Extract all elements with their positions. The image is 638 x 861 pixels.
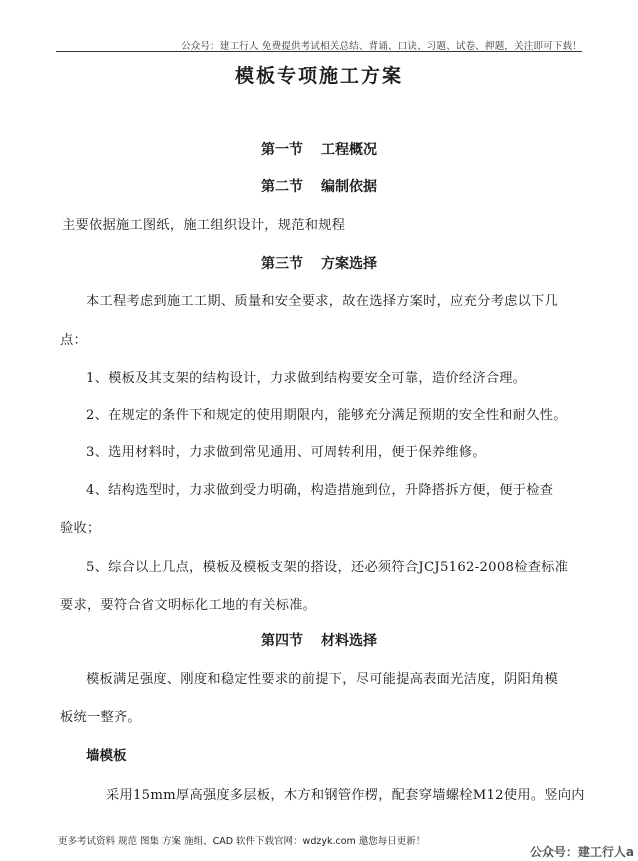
section-number: 第一节 bbox=[261, 142, 303, 158]
scheme-intro-line-2: 点： bbox=[60, 333, 87, 348]
header-text: 公众号：建工行人 免费提供考试相关总结、背诵、口诀、习题、试卷、押题，关注即可下载！ bbox=[181, 41, 582, 52]
section-heading-4 bbox=[0, 630, 638, 650]
section-heading-1 bbox=[0, 139, 638, 159]
basis-paragraph: 主要依据施工图纸，施工组织设计，规范和规程 bbox=[62, 218, 346, 233]
section-number: 第二节 bbox=[261, 179, 303, 195]
scheme-item-5-line-2: 要求，要符合省文明标化工地的有关标准。 bbox=[60, 598, 317, 613]
material-line-2: 板统一整齐。 bbox=[60, 710, 141, 725]
header-rule bbox=[56, 51, 582, 52]
scheme-item-5-line-1: 5、综合以上几点，模板及模板支架的搭设，还必须符合JCJ5162-2008检查标准 bbox=[86, 560, 569, 575]
scheme-item-2: 2、在规定的条件下和规定的使用期限内，能够充分满足预期的安全性和耐久性。 bbox=[86, 408, 567, 423]
scheme-item-1: 1、模板及其支架的结构设计，力求做到结构要安全可靠，造价经济合理。 bbox=[86, 371, 527, 386]
section-heading-3 bbox=[0, 253, 638, 273]
scheme-intro-line-1: 本工程考虑到施工工期、质量和安全要求，故在选择方案时，应充分考虑以下几 bbox=[86, 294, 559, 309]
section-name: 方案选择 bbox=[321, 256, 377, 272]
section-name: 材料选择 bbox=[321, 633, 377, 649]
watermark: 公众号：建工行人a bbox=[529, 845, 634, 859]
page-footer: 更多考试资料 规范 图集 方案 施组、CAD 软件下载官网：wdzyk.com 邀您每日更新！ bbox=[58, 836, 426, 847]
scheme-item-3: 3、选用材料时，力求做到常见通用、可周转利用，便于保养维修。 bbox=[86, 445, 486, 460]
scheme-item-4-line-2: 验收； bbox=[60, 521, 101, 536]
wall-formwork-subheading: 墙模板 bbox=[86, 748, 127, 764]
document-title: 模板专项施工方案 bbox=[234, 65, 403, 87]
wall-formwork-line-1: 采用15mm厚高强度多层板，木方和钢管作楞，配套穿墙螺栓M12使用。竖向内 bbox=[106, 788, 585, 803]
section-number: 第四节 bbox=[261, 633, 303, 649]
section-number: 第三节 bbox=[261, 256, 303, 272]
section-name: 编制依据 bbox=[321, 179, 377, 195]
section-heading-2 bbox=[0, 176, 638, 196]
material-line-1: 模板满足强度、刚度和稳定性要求的前提下，尽可能提高表面光洁度，阴阳角模 bbox=[86, 672, 559, 687]
scheme-item-4-line-1: 4、结构选型时，力求做到受力明确，构造措施到位，升降搭拆方便，便于检查 bbox=[86, 483, 554, 498]
section-name: 工程概况 bbox=[321, 142, 377, 158]
